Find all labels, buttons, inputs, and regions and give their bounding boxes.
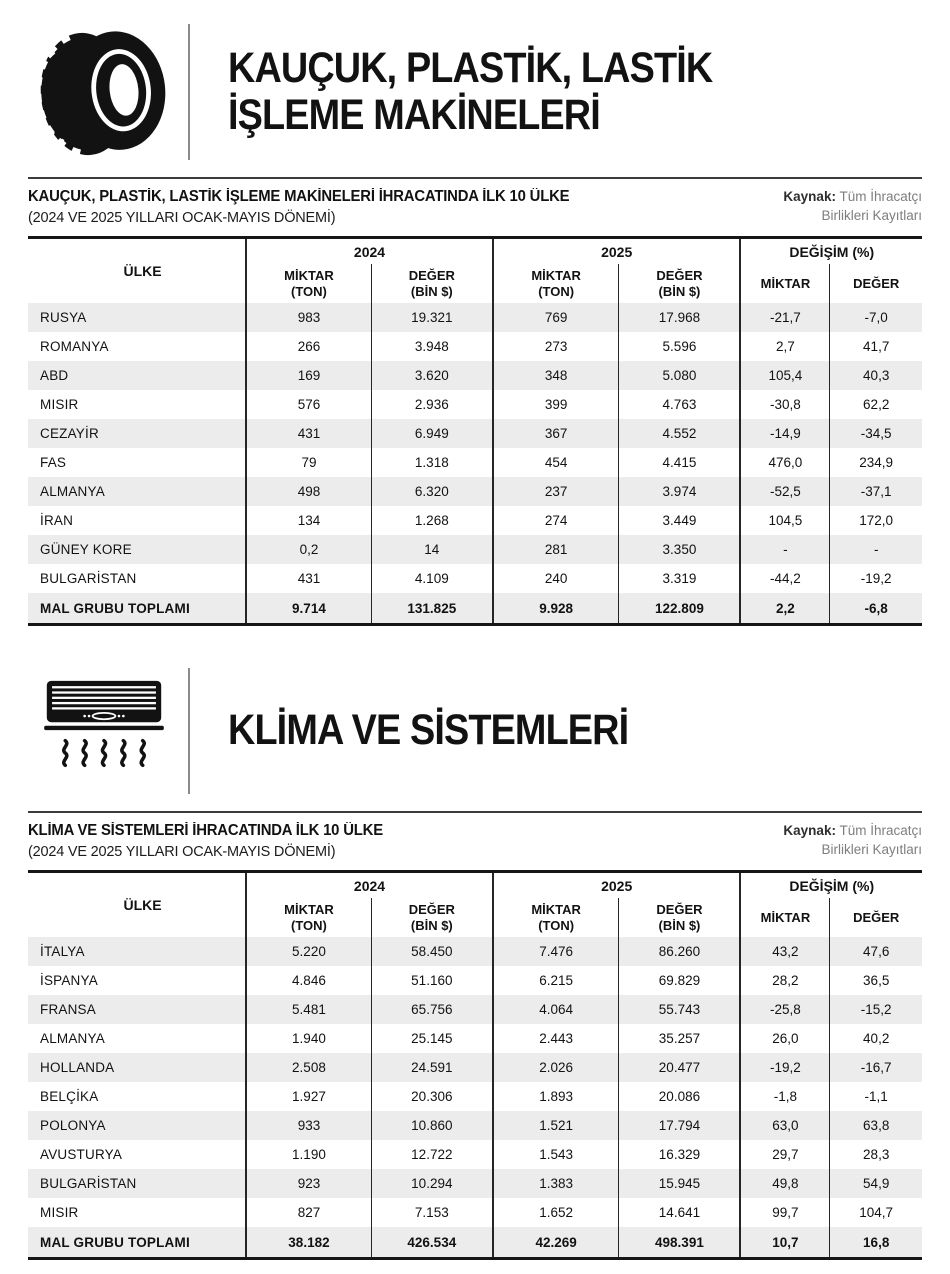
country-cell: BULGARİSTAN [40, 571, 137, 586]
column-header-change-value: DEĞER [830, 264, 922, 303]
value-cell: 2,7 [740, 332, 829, 361]
country-cell: ROMANYA [40, 339, 109, 354]
country-cell: BELÇİKA [40, 1089, 99, 1104]
value-cell: 17.968 [619, 303, 741, 332]
value-cell: 20.086 [619, 1082, 741, 1111]
value-cell: 47,6 [830, 937, 922, 966]
table-row [28, 966, 922, 995]
country-cell: ALMANYA [40, 484, 105, 499]
column-header-change-qty: MİKTAR [740, 264, 829, 303]
value-cell: 6.320 [371, 477, 493, 506]
source-label: Kaynak: [783, 189, 836, 204]
country-cell: AVUSTURYA [40, 1147, 123, 1162]
source-text: Tüm İhracatçı [839, 823, 922, 838]
value-cell: 983 [246, 303, 371, 332]
value-cell: -16,7 [830, 1053, 922, 1082]
value-cell: 3.974 [619, 477, 741, 506]
value-cell: 476,0 [740, 448, 829, 477]
value-cell: -19,2 [830, 564, 922, 593]
source-text: Birlikleri Kayıtları [821, 207, 922, 223]
value-cell: 9.714 [246, 593, 371, 625]
value-cell: 17.794 [619, 1111, 741, 1140]
value-cell: 169 [246, 361, 371, 390]
table-row [28, 937, 922, 966]
section-header-rubber-plastic [28, 24, 922, 160]
country-cell: MISIR [40, 1205, 79, 1220]
table-row [28, 361, 922, 390]
table-title: KLİMA VE SİSTEMLERİ İHRACATINDA İLK 10 ÜLKE [28, 822, 383, 839]
table-row [28, 419, 922, 448]
value-cell: 10.294 [371, 1169, 493, 1198]
value-cell: 933 [246, 1111, 371, 1140]
country-cell: RUSYA [40, 310, 87, 325]
value-cell: 281 [493, 535, 619, 564]
value-cell: 51.160 [371, 966, 493, 995]
value-cell: 104,7 [830, 1198, 922, 1227]
value-cell: 28,2 [740, 966, 829, 995]
value-cell: 431 [246, 564, 371, 593]
table-row [28, 506, 922, 535]
value-cell: - [830, 535, 922, 564]
value-cell: 498.391 [619, 1227, 741, 1259]
value-cell: 5.080 [619, 361, 741, 390]
column-header-year-2024: 2024 [246, 238, 493, 265]
value-cell: 4.064 [493, 995, 619, 1024]
table-title: KAUÇUK, PLASTİK, LASTİK İŞLEME MAKİNELERİ İHRACATINDA İLK 10 ÜLKE [28, 188, 570, 205]
value-cell: 86.260 [619, 937, 741, 966]
column-header-qty-2024: MİKTAR (TON) [246, 264, 371, 303]
column-header-value-2024: DEĞER (BİN $) [371, 898, 493, 937]
value-cell: 6.215 [493, 966, 619, 995]
value-cell: 1.521 [493, 1111, 619, 1140]
value-cell: 4.846 [246, 966, 371, 995]
value-cell: 1.927 [246, 1082, 371, 1111]
value-cell: 16,8 [830, 1227, 922, 1259]
export-table-air-conditioning [28, 870, 922, 1260]
value-cell: 1.893 [493, 1082, 619, 1111]
table-title-row [28, 813, 922, 860]
table-subtitle: (2024 VE 2025 YILLARI OCAK-MAYIS DÖNEMİ) [28, 210, 336, 226]
value-cell: 65.756 [371, 995, 493, 1024]
source-text: Birlikleri Kayıtları [821, 841, 922, 857]
table-row [28, 564, 922, 593]
value-cell: 2.936 [371, 390, 493, 419]
value-cell: 172,0 [830, 506, 922, 535]
value-cell: 2.508 [246, 1053, 371, 1082]
country-cell: İSPANYA [40, 973, 98, 988]
value-cell: 42.269 [493, 1227, 619, 1259]
value-cell: 4.763 [619, 390, 741, 419]
value-cell: 9.928 [493, 593, 619, 625]
value-cell: 25.145 [371, 1024, 493, 1053]
value-cell: 10,7 [740, 1227, 829, 1259]
value-cell: 1.940 [246, 1024, 371, 1053]
value-cell: 923 [246, 1169, 371, 1198]
value-cell: 43,2 [740, 937, 829, 966]
value-cell: -14,9 [740, 419, 829, 448]
value-cell: 20.477 [619, 1053, 741, 1082]
value-cell: 12.722 [371, 1140, 493, 1169]
value-cell: 1.383 [493, 1169, 619, 1198]
column-header-qty-2024: MİKTAR (TON) [246, 898, 371, 937]
value-cell: 35.257 [619, 1024, 741, 1053]
value-cell: 19.321 [371, 303, 493, 332]
table-block-air-conditioning [28, 811, 922, 1260]
value-cell: 576 [246, 390, 371, 419]
value-cell: 827 [246, 1198, 371, 1227]
table-heading-group [28, 822, 398, 860]
value-cell: -21,7 [740, 303, 829, 332]
total-row [28, 1227, 922, 1259]
column-header-year-2025: 2025 [493, 872, 741, 899]
value-cell: 1.318 [371, 448, 493, 477]
value-cell: 63,0 [740, 1111, 829, 1140]
country-cell: BULGARİSTAN [40, 1176, 137, 1191]
country-cell: POLONYA [40, 1118, 106, 1133]
value-cell: 28,3 [830, 1140, 922, 1169]
table-row [28, 332, 922, 361]
country-cell: CEZAYİR [40, 426, 99, 441]
value-cell: 10.860 [371, 1111, 493, 1140]
country-cell: FAS [40, 455, 67, 470]
source-note [783, 188, 922, 226]
value-cell: 1.190 [246, 1140, 371, 1169]
value-cell: -7,0 [830, 303, 922, 332]
table-row [28, 303, 922, 332]
value-cell: 4.109 [371, 564, 493, 593]
section-title [228, 45, 712, 140]
value-cell: 2.443 [493, 1024, 619, 1053]
column-header-qty-2025: MİKTAR (TON) [493, 264, 619, 303]
value-cell: 122.809 [619, 593, 741, 625]
value-cell: 3.319 [619, 564, 741, 593]
value-cell: 49,8 [740, 1169, 829, 1198]
value-cell: 273 [493, 332, 619, 361]
value-cell: 2.026 [493, 1053, 619, 1082]
value-cell: 234,9 [830, 448, 922, 477]
value-cell: -15,2 [830, 995, 922, 1024]
table-row [28, 1169, 922, 1198]
value-cell: 26,0 [740, 1024, 829, 1053]
value-cell: 29,7 [740, 1140, 829, 1169]
value-cell: 105,4 [740, 361, 829, 390]
section-title [228, 707, 628, 754]
value-cell: 3.449 [619, 506, 741, 535]
value-cell: 14 [371, 535, 493, 564]
section-header-air-conditioning [28, 668, 922, 794]
column-header-year-2024: 2024 [246, 872, 493, 899]
value-cell: 5.481 [246, 995, 371, 1024]
column-header-country: ÜLKE [123, 263, 162, 279]
value-cell: 1.268 [371, 506, 493, 535]
country-cell: ALMANYA [40, 1031, 105, 1046]
section-title-line: KLİMA VE SİSTEMLERİ [228, 706, 629, 755]
value-cell: 454 [493, 448, 619, 477]
table-row [28, 1111, 922, 1140]
table-row [28, 477, 922, 506]
value-cell: -19,2 [740, 1053, 829, 1082]
value-cell: 38.182 [246, 1227, 371, 1259]
value-cell: 15.945 [619, 1169, 741, 1198]
value-cell: 79 [246, 448, 371, 477]
source-note [783, 822, 922, 860]
column-header-country: ÜLKE [123, 897, 162, 913]
value-cell: 55.743 [619, 995, 741, 1024]
value-cell: 40,2 [830, 1024, 922, 1053]
table-row [28, 1140, 922, 1169]
value-cell: 14.641 [619, 1198, 741, 1227]
country-cell: FRANSA [40, 1002, 96, 1017]
value-cell: 348 [493, 361, 619, 390]
export-table-rubber-plastic [28, 236, 922, 626]
header-divider [188, 24, 190, 160]
value-cell: 69.829 [619, 966, 741, 995]
value-cell: -6,8 [830, 593, 922, 625]
country-cell: MISIR [40, 397, 79, 412]
column-header-value-2025: DEĞER (BİN $) [619, 264, 741, 303]
value-cell: 399 [493, 390, 619, 419]
value-cell: 5.596 [619, 332, 741, 361]
value-cell: 41,7 [830, 332, 922, 361]
value-cell: 3.350 [619, 535, 741, 564]
value-cell: 426.534 [371, 1227, 493, 1259]
table-row [28, 1053, 922, 1082]
value-cell: 104,5 [740, 506, 829, 535]
value-cell: 431 [246, 419, 371, 448]
value-cell: 240 [493, 564, 619, 593]
value-cell: 367 [493, 419, 619, 448]
table-row [28, 1198, 922, 1227]
value-cell: - [740, 535, 829, 564]
country-cell: ABD [40, 368, 69, 383]
section-title-line: KAUÇUK, PLASTİK, LASTİK [228, 43, 713, 92]
value-cell: 3.948 [371, 332, 493, 361]
country-cell: MAL GRUBU TOPLAMI [40, 600, 190, 616]
value-cell: 54,9 [830, 1169, 922, 1198]
value-cell: 58.450 [371, 937, 493, 966]
column-header-year-2025: 2025 [493, 238, 741, 265]
country-cell: MAL GRUBU TOPLAMI [40, 1234, 190, 1250]
column-header-qty-2025: MİKTAR (TON) [493, 898, 619, 937]
table-row [28, 1082, 922, 1111]
table-row [28, 1024, 922, 1053]
column-header-change: DEĞİŞİM (%) [740, 872, 922, 899]
value-cell: -34,5 [830, 419, 922, 448]
column-header-change-qty: MİKTAR [740, 898, 829, 937]
value-cell: 498 [246, 477, 371, 506]
value-cell: 769 [493, 303, 619, 332]
column-header-value-2024: DEĞER (BİN $) [371, 264, 493, 303]
header-divider [188, 668, 190, 794]
value-cell: 4.415 [619, 448, 741, 477]
value-cell: 134 [246, 506, 371, 535]
column-header-change: DEĞİŞİM (%) [740, 238, 922, 265]
value-cell: 266 [246, 332, 371, 361]
section-title-line: İŞLEME MAKİNELERİ [228, 91, 600, 139]
value-cell: -30,8 [740, 390, 829, 419]
country-cell: İTALYA [40, 944, 85, 959]
value-cell: -52,5 [740, 477, 829, 506]
table-heading-group [28, 188, 592, 226]
value-cell: 131.825 [371, 593, 493, 625]
value-cell: 16.329 [619, 1140, 741, 1169]
table-row [28, 995, 922, 1024]
value-cell: 4.552 [619, 419, 741, 448]
table-block-rubber-plastic [28, 177, 922, 626]
value-cell: 1.652 [493, 1198, 619, 1227]
value-cell: 1.543 [493, 1140, 619, 1169]
value-cell: 99,7 [740, 1198, 829, 1227]
value-cell: 63,8 [830, 1111, 922, 1140]
value-cell: 237 [493, 477, 619, 506]
country-cell: İRAN [40, 513, 74, 528]
table-row [28, 390, 922, 419]
value-cell: 36,5 [830, 966, 922, 995]
value-cell: -1,1 [830, 1082, 922, 1111]
value-cell: -1,8 [740, 1082, 829, 1111]
value-cell: -44,2 [740, 564, 829, 593]
column-header-change-value: DEĞER [830, 898, 922, 937]
value-cell: 0,2 [246, 535, 371, 564]
table-row [28, 535, 922, 564]
source-label: Kaynak: [783, 823, 836, 838]
country-cell: HOLLANDA [40, 1060, 115, 1075]
value-cell: 24.591 [371, 1053, 493, 1082]
value-cell: 3.620 [371, 361, 493, 390]
table-row [28, 448, 922, 477]
country-cell: GÜNEY KORE [40, 542, 132, 557]
air-conditioner-icon [28, 677, 180, 785]
value-cell: 20.306 [371, 1082, 493, 1111]
value-cell: 40,3 [830, 361, 922, 390]
value-cell: 7.153 [371, 1198, 493, 1227]
value-cell: 7.476 [493, 937, 619, 966]
total-row [28, 593, 922, 625]
table-subtitle: (2024 VE 2025 YILLARI OCAK-MAYIS DÖNEMİ) [28, 844, 336, 860]
value-cell: -37,1 [830, 477, 922, 506]
tire-icon [28, 25, 180, 159]
value-cell: 62,2 [830, 390, 922, 419]
column-header-value-2025: DEĞER (BİN $) [619, 898, 741, 937]
value-cell: 2,2 [740, 593, 829, 625]
value-cell: 6.949 [371, 419, 493, 448]
table-title-row [28, 179, 922, 226]
value-cell: -25,8 [740, 995, 829, 1024]
source-text: Tüm İhracatçı [839, 189, 922, 204]
value-cell: 274 [493, 506, 619, 535]
value-cell: 5.220 [246, 937, 371, 966]
